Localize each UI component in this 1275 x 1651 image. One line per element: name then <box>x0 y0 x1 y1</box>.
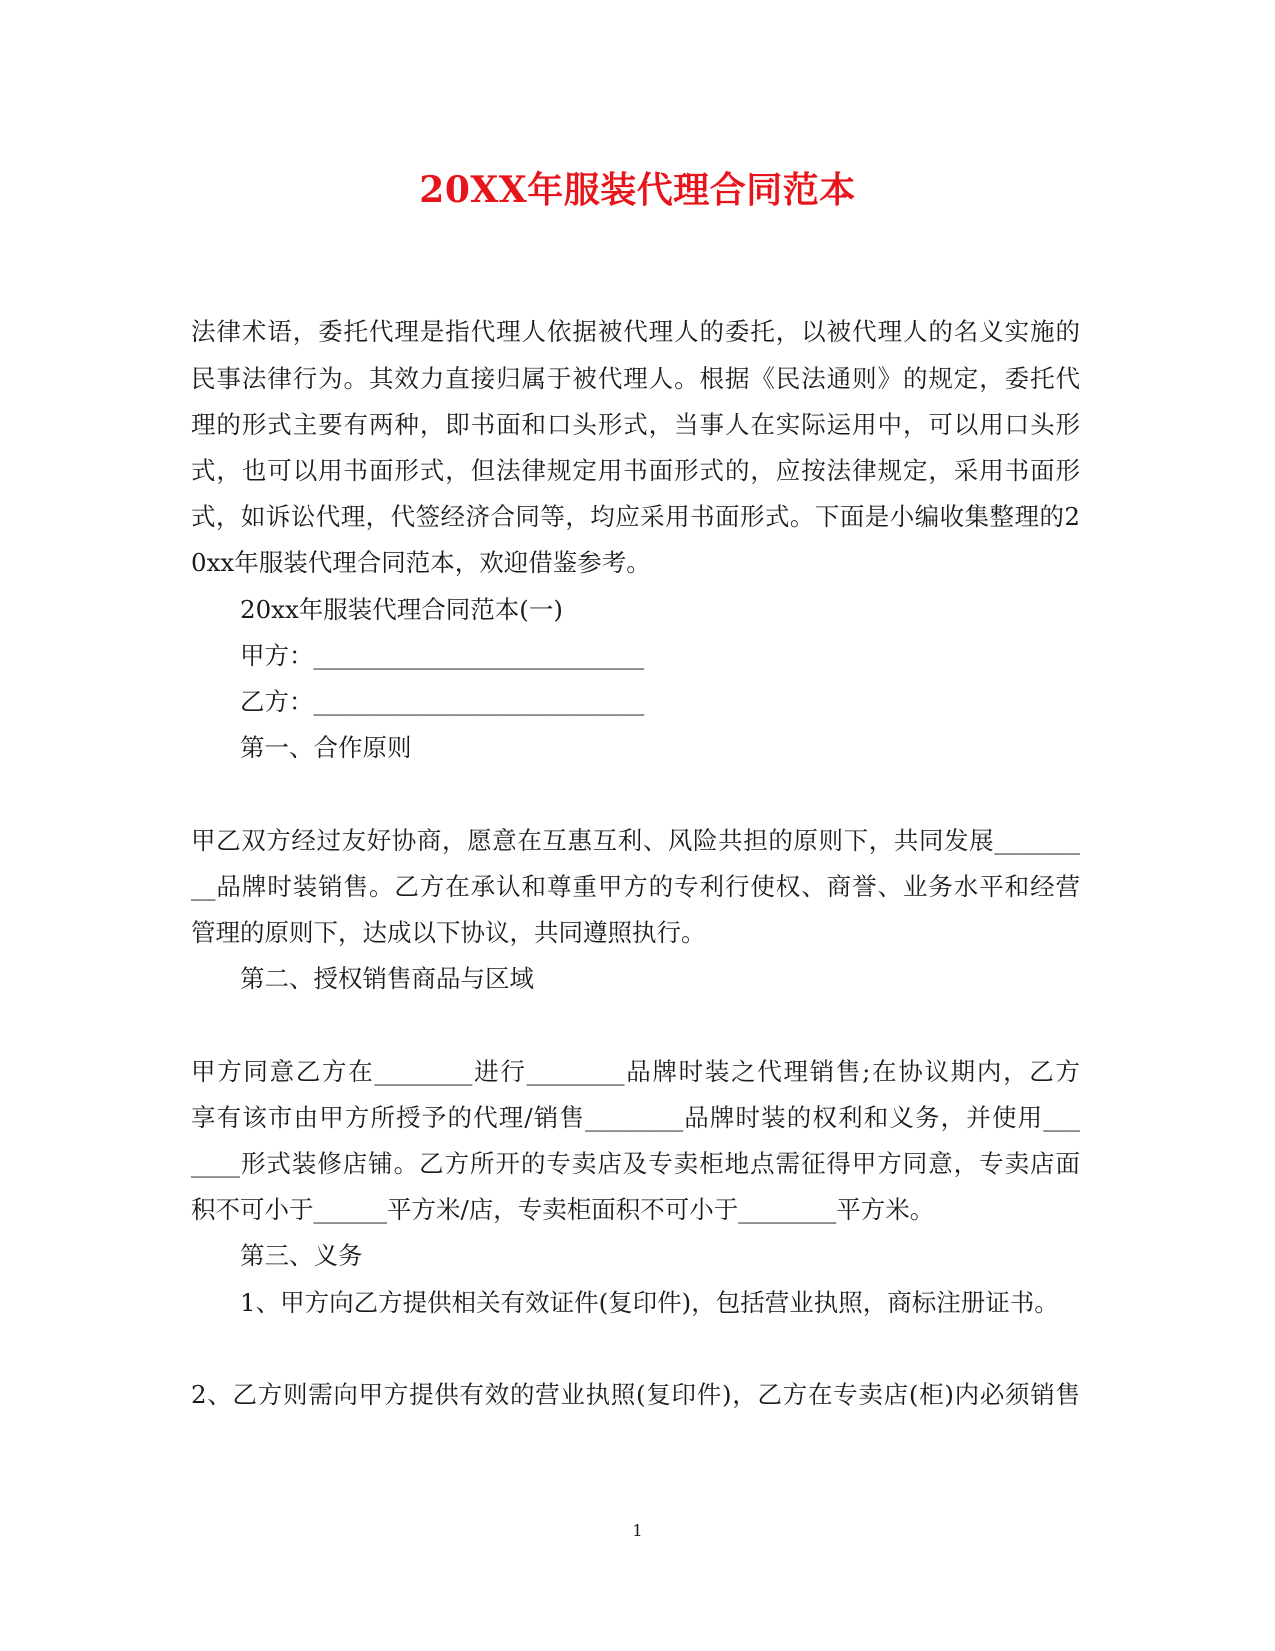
party-a-line: 甲方：___________________________ <box>240 641 645 670</box>
page-number: 1 <box>632 1521 643 1540</box>
paragraph-line: 法律术语，委托代理是指代理人依据被代理人的委托，以被代理人的名义实施的 <box>191 317 1080 346</box>
paragraph-line: 民事法律行为。其效力直接归属于被代理人。根据《民法通则》的规定，委托代 <box>191 364 1080 393</box>
paragraph-line: 积不可小于______平方米/店，专卖柜面积不可小于________平方米。 <box>191 1195 935 1224</box>
paragraph-line: 2、乙方则需向甲方提供有效的营业执照(复印件)，乙方在专卖店(柜)内必须销售 <box>191 1380 1080 1409</box>
paragraph-line: __品牌时装销售。乙方在承认和尊重甲方的专利行使权、商誉、业务水平和经营 <box>191 872 1080 901</box>
paragraph-line: 甲方同意乙方在________进行________品牌时装之代理销售;在协议期内，乙方 <box>191 1057 1080 1086</box>
section-heading: 第一、合作原则 <box>240 733 412 762</box>
section-heading: 20xx年服装代理合同范本(一) <box>240 595 563 624</box>
party-b-line: 乙方：___________________________ <box>240 687 645 716</box>
paragraph-line: 甲乙双方经过友好协商，愿意在互惠互利、风险共担的原则下，共同发展_______ <box>191 826 1080 855</box>
paragraph-line: 理的形式主要有两种，即书面和口头形式，当事人在实际运用中，可以用口头形 <box>191 410 1080 439</box>
section-heading: 第三、义务 <box>240 1241 363 1270</box>
paragraph-line: 0xx年服装代理合同范本，欢迎借鉴参考。 <box>191 548 651 577</box>
paragraph-line: 1、甲方向乙方提供相关有效证件(复印件)，包括营业执照，商标注册证书。 <box>240 1288 1059 1317</box>
section-heading: 第二、授权销售商品与区域 <box>240 964 534 993</box>
paragraph-line: 管理的原则下，达成以下协议，共同遵照执行。 <box>191 918 706 947</box>
paragraph-line: 式，也可以用书面形式，但法律规定用书面形式的，应按法律规定，采用书面形 <box>191 456 1080 485</box>
document-title: 20XX年服装代理合同范本 <box>419 169 856 211</box>
paragraph-line: 享有该市由甲方所授予的代理/销售________品牌时装的权利和义务，并使用___ <box>191 1103 1080 1132</box>
paragraph-line: ____形式装修店铺。乙方所开的专卖店及专卖柜地点需征得甲方同意，专卖店面 <box>191 1149 1080 1178</box>
paragraph-line: 式，如诉讼代理，代签经济合同等，均应采用书面形式。下面是小编收集整理的2 <box>191 502 1080 531</box>
